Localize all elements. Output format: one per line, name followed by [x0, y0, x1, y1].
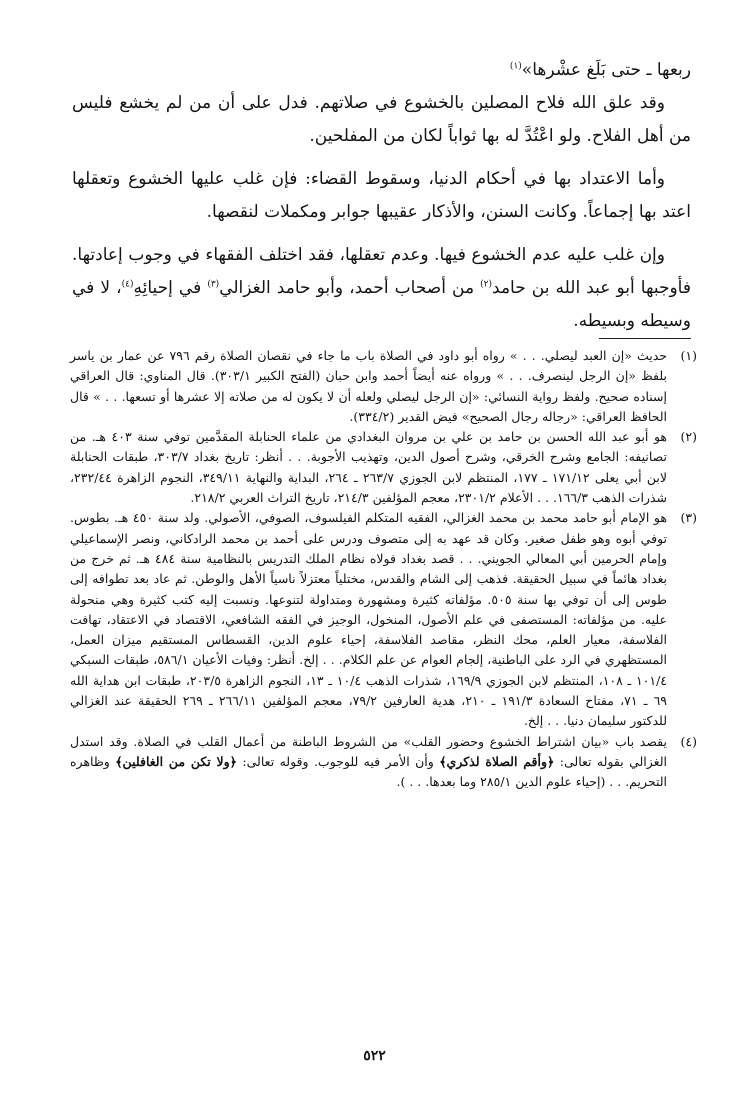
footnote-ref-4[interactable]: (٤): [121, 279, 134, 290]
paragraph-4: وإن غلب عليه عدم الخشوع فيها. وعدم تعقلها، فقد اختلف الفقهاء في وجوب إعادتها. فأوجبها أبو عبد الله بن حامد$^{(٢)}$ من أصحاب أحمد، وأبو حامد الغزالي$^{(٣)}$ في إحيائِهِ$^{(٤)}$، لا في وسيطه وبسيطه.: [72, 245, 691, 331]
footnote-number: (٢): [680, 429, 697, 445]
page-number: ٥٢٢: [363, 1048, 386, 1064]
paragraph-3: وأما الاعتداد بها في أحكام الدنيا، وسقوط القضاء: فإن غلب عليها الخشوع وتعقلها اعتد بها إجماعاً. وكانت السنن، والأذكار عقيبها جوابر ومكملات لنقصها.: [72, 169, 691, 222]
footnotes: [70, 346, 697, 793]
footnote-text: هو أبو عبد الله الحسن بن حامد بن علي بن مروان البغدادي من علماء الحنابلة المقدَّمين توفي سنة ٤٠٣ هـ. من تصانيفه: الجامع وشرح الخرقي، وشرح أصول الدين، وتهذيب الأجوبة. . . أنظر: تاريخ بغداد ٣٠٣/٧، طبقات الحنابلة لابن أبي يعلى ١٧١/١٢ ـ ١٧٧، المنتظم لابن الجوزي ٢٦٣/٧ ـ ٢٦٤، البداية والنهاية ٣٤٩/١١، النجوم الزاهرة ٢٣٢/٤٤، شذرات الذهب ١٦٦/٣. . . الأعلام ٢٣٠١/٢، معجم المؤلفين ٢١٤/٣، تاريخ التراث العربي ٢١٨/٢.: [70, 429, 667, 506]
paragraph-1: ربعها ـ حتى بَلَغ عشْرها»$^{(١)}$: [509, 60, 691, 80]
footnote-number: (٣): [680, 510, 697, 526]
quran-verse: ﴿وأقم الصلاة لذكري﴾: [439, 753, 555, 769]
footnote-ref-3[interactable]: (٣): [207, 279, 220, 290]
main-text: [72, 54, 691, 338]
footnote-2: [70, 427, 697, 508]
footnote-3: [70, 508, 697, 731]
footnote-number: (١): [680, 348, 697, 363]
footnote-ref-2[interactable]: (٢): [480, 279, 493, 290]
footnote-text: هو الإمام أبو حامد محمد بن محمد الغزالي، الفقيه المتكلم الفيلسوف، الصوفي، الأصولي. ولد سنة ٤٥٠ هـ. بطوس. توفي أبوه وهو طفل صغير. وكان قد عهد به إلى متصوف ودرس على أحمد بن محمد الرادكاني، ونصر الإسماعيلي وإمام الحرمين أبي المعالي الجويني. . . قصد بغداد فولاه نظام الملك التدريس بالنظامية سنة ٤٨٤ هـ. ثم خرج من بغداد هائماً في سبيل الحقيقة. فذهب إلى الشام والقدس، مختلياً معتزلاً ناسياً الأهل والوطن. ثم عاد بعد تطوافه إلى طوس إلى أن توفي بها سنة ٥٠٥. مؤلفاته كثيرة ومشهورة ومتداولة لتنوعها. ونسبت إليه كتب كثيرة وهي منحولة عليه. من مؤلفاته: المستصفى في علم الأصول، المنخول، الوجيز في الفقه الشافعي، الاقتصاد في الاعتقاد، تهافت الفلاسفة، معيار العلم، محك النظر، مقاصد الفلاسفة، إحياء علوم الدين، القسطاس المستقيم ميزان العمل، المستظهري في الرد على الباطنية، إلجام العوام عن علم الكلام. . . إلخ. أنظر: وفيات الأعيان ٥٨٦/١، طبقات السبكي ١٠١/٤ ـ ١٠٨، المنتظم لابن الجوزي ١٦٩/٩، شذرات الذهب ١٠/٤ ـ ١٣، النجوم الزاهرة ٢٠٣/٥، طبقات ابن هداية الله ٦٩ ـ ٧١، مفتاح السعادة ١٩١/٣ ـ ٢١٠، هدية العارفين ٧٩/٢، معجم المؤلفين ٢٦٦/١١ ـ ٢٦٩ الحقيقة عند الغزالي للدكتور سليمان دنيا. . . إلخ.: [70, 510, 668, 729]
footnote-4: [70, 732, 697, 793]
paragraph-2: وقد علق الله فلاح المصلين بالخشوع في صلاتهم. فدل على أن من لم يخشع فليس من أهل الفلاح. ولو اعْتُدَّ له بها ثواباً لكان من المفلحين.: [72, 93, 691, 146]
footnote-1: [70, 346, 697, 427]
footnote-text: حديث «إن العبد ليصلي. . . » رواه أبو داود في الصلاة باب ما جاء في نقصان الصلاة رقم ٧٩٦ عن عمار بن ياسر بلفظ «إن الرجل لينصرف. . . » ورواه عنه أيضاً أحمد وابن حبان (الفتح الكبير ٣٠٣/١). قال المناوي: قال العراقي إسناده صحيح. ولفظ رواية النسائي: «إن الرجل ليصلي ولعله أن لا يكون له من صلاته إلا عشرها أو تسعها. . . » قال الحافظ العراقي: «رجاله رجال الصحيح» فيض القدير (٣٣٤/٢).: [70, 348, 667, 424]
footnote-text: يقصد باب «بيان اشتراط الخشوع وحضور القلب» من الشروط الباطنة من أعمال القلب في الصلاة. وقد استدل الغزالي بقوله تعالى: ﴿وأقم الصلاة لذكري﴾ وأن الأمر فيه للوجوب. وقوله تعالى: ﴿ولا تكن من الغافلين﴾ وظاهره التحريم. . . (إحياء علوم الدين ٢٨٥/١ وما بعدها. . . ).: [70, 733, 667, 790]
footnote-number: (٤): [680, 733, 697, 749]
footnote-ref-1[interactable]: (١): [509, 61, 522, 72]
footnote-separator: [599, 338, 691, 339]
quran-verse: ﴿ولا تكن من الغافلين﴾: [115, 753, 238, 769]
